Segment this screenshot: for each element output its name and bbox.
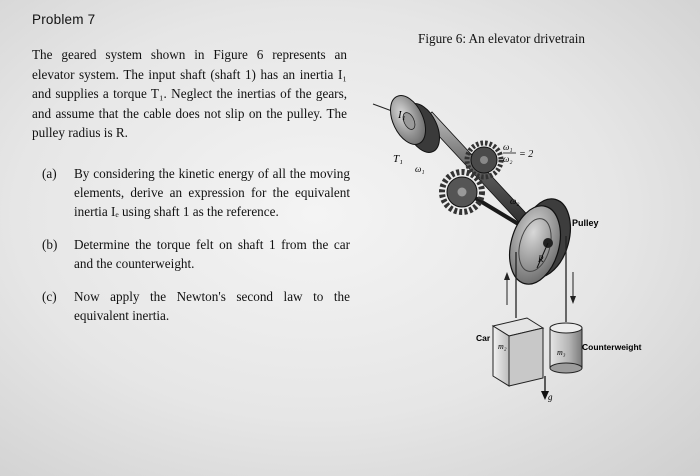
label-car: Car <box>476 333 491 343</box>
question-text: By considering the kinetic energy of all the moving elements, derive an expression for the equivalent inertia Iₑ using shaft 1 as the reference. <box>74 166 350 219</box>
ratio-denominator: ω₂ <box>503 154 513 164</box>
down-arrow-icon <box>570 272 576 304</box>
problem-heading: Problem 7 <box>32 12 96 27</box>
up-arrow-icon <box>504 272 510 305</box>
label-I1: I₁ <box>398 109 406 121</box>
question-label: (c) <box>42 289 57 304</box>
inertia-disk <box>383 90 446 158</box>
question-text: Now apply the Newton's second law to the equivalent inertia. <box>74 289 350 323</box>
label-omega2: ω₂ <box>510 196 520 206</box>
question-label: (b) <box>42 237 58 252</box>
ratio-numerator: ω₁ <box>503 142 513 152</box>
figure-caption: Figure 6: An elevator drivetrain <box>418 31 585 46</box>
label-m3: m₃ <box>557 348 566 357</box>
problem-intro: The geared system shown in Figure 6 represents an elevator system. The input shaft (shaft 1) has an inertia I₁ and supplies a torque T₁. Neglect the inertias of the gears, and assume that the cable does not slip on the pulley. The pulley radius is R. <box>32 47 347 141</box>
car-box <box>493 318 543 386</box>
label-T1: T₁ <box>393 153 403 165</box>
question-text: Determine the torque felt on shaft 1 from the car and the counterweight. <box>74 237 350 271</box>
counterweight-cylinder <box>550 323 582 373</box>
label-g: g <box>548 392 553 402</box>
label-counterweight: Counterweight <box>582 342 642 352</box>
label-omega1: ω₁ <box>415 164 425 174</box>
ratio-value: = 2 <box>519 149 534 160</box>
label-m2: m₂ <box>498 342 507 351</box>
label-pulley: Pulley <box>572 218 599 228</box>
question-label: (a) <box>42 166 57 181</box>
gear-large <box>442 172 482 212</box>
label-R: R <box>538 254 544 264</box>
